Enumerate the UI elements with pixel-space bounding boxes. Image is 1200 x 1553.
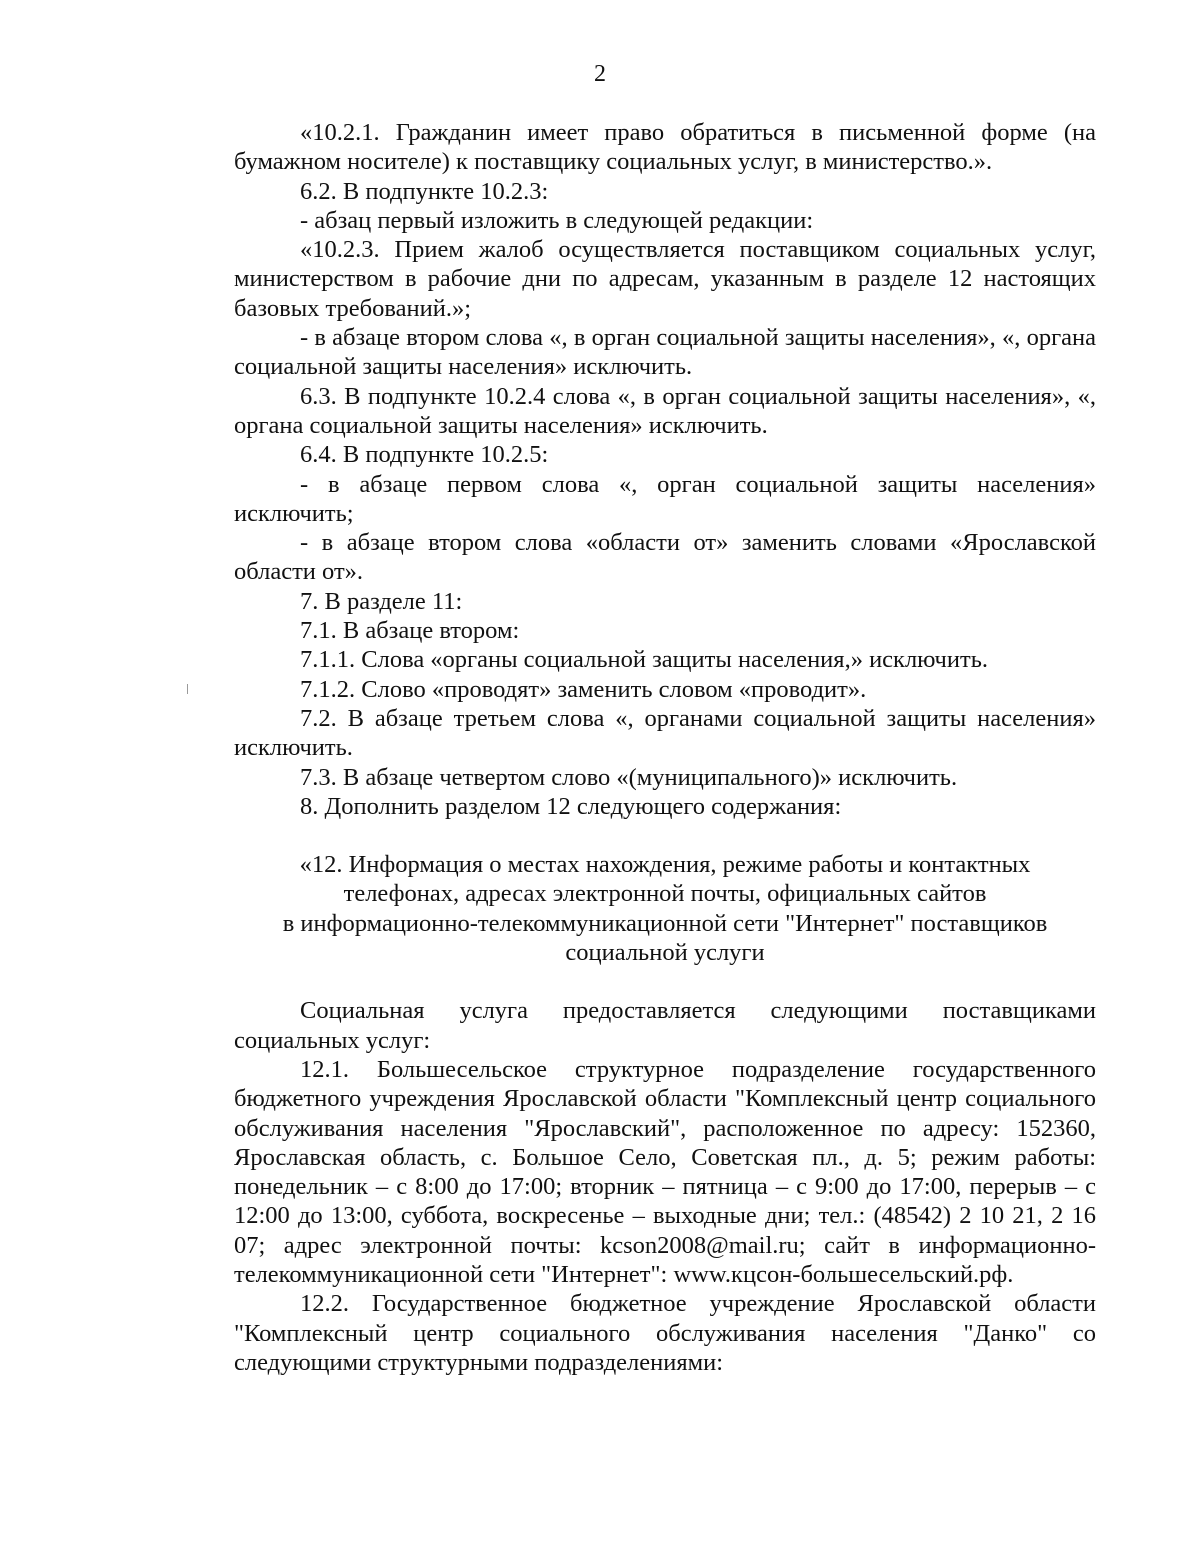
paragraph-12-1: 12.1. Большесельское структурное подразделение государственного бюджетного учреждения Ярославской области "Комплексный центр социального обслуживания населения "Ярославский", расположенное по адресу: 152360, Ярославская область, с. Большое Село, Советская пл., д. 5; режим работы: понедельник – с 8:00 до 17:00; вторник – пятница – с 9:00 до 17:00, перерыв – с 12:00 до 13:00, суббота, воскресенье – выходные дни; тел.: (48542) 2 10 21, 2 16 07; адрес электронной почты: kcson2008@mail.ru; сайт в информационно-телекоммуникационной сети "Интернет": www.кцсон-большесельский.рф. (234, 1055, 1096, 1288)
paragraph-7-2: 7.2. В абзаце третьем слова «, органами социальной защиты населения» исключить. (234, 704, 1096, 762)
section-12-heading-line: телефонах, адресах электронной почты, официальных сайтов (343, 880, 987, 908)
section-12-heading (234, 850, 1096, 967)
paragraph-6-2: 6.2. В подпункте 10.2.3: (300, 177, 549, 205)
section-12-heading-line: в информационно-телекоммуникационной сети "Интернет" поставщиков (282, 909, 1048, 937)
section-12-heading-line: социальной услуги (565, 939, 765, 967)
document-body (234, 118, 1096, 1377)
paragraph-6-2-first-abzac: - абзац первый изложить в следующей редакции: (300, 206, 814, 234)
paragraph-7-3: 7.3. В абзаце четвертом слово «(муниципального)» исключить. (300, 763, 958, 791)
paragraph-7-1: 7.1. В абзаце втором: (300, 617, 520, 645)
paragraph-10-2-1-text: «10.2.1. Гражданин имеет право обратиться в письменной форме (на бумажном носителе) к поставщику социальных услуг, в министерство.». (234, 119, 1096, 176)
paragraph-6-4-first-abzac: - в абзаце первом слова «, орган социальной защиты населения» исключить; (234, 470, 1096, 527)
paragraph-providers-intro: Социальная услуга предоставляется следующими поставщиками социальных услуг: (234, 997, 1096, 1054)
paragraph-7-1-1: 7.1.1. Слова «органы социальной защиты населения,» исключить. (300, 646, 988, 674)
scan-artifact-mark (187, 684, 188, 694)
paragraph-8: 8. Дополнить разделом 12 следующего содержания: (300, 792, 842, 820)
paragraph-6-3: 6.3. В подпункте 10.2.4 слова «, в орган социальной защиты населения», «, органа социальной защиты населения» исключить. (234, 382, 1096, 439)
paragraph-7: 7. В разделе 11: (300, 587, 463, 615)
paragraph-6-4-second-abzac: - в абзаце втором слова «области от» заменить словами «Ярославской области от». (234, 529, 1096, 586)
paragraph-7-1-2: 7.1.2. Слово «проводят» заменить словом «проводит». (300, 675, 867, 703)
paragraph-10-2-3-text: «10.2.3. Прием жалоб осуществляется поставщиком социальных услуг, министерством в рабочие дни по адресам, указанным в разделе 12 настоящих базовых требований.»; (234, 236, 1096, 322)
paragraph-12-2: 12.2. Государственное бюджетное учреждение Ярославской области "Комплексный центр социального обслуживания населения "Данко" со следующими структурными подразделениями: (234, 1290, 1096, 1376)
paragraph-6-2-second-abzac: - в абзаце втором слова «, в орган социальной защиты населения», «, органа социальной защиты населения» исключить. (234, 324, 1096, 381)
section-12-heading-line: «12. Информация о местах нахождения, режиме работы и контактных (299, 851, 1031, 879)
paragraph-6-4: 6.4. В подпункте 10.2.5: (300, 441, 549, 469)
page-number: 2 (594, 61, 606, 87)
